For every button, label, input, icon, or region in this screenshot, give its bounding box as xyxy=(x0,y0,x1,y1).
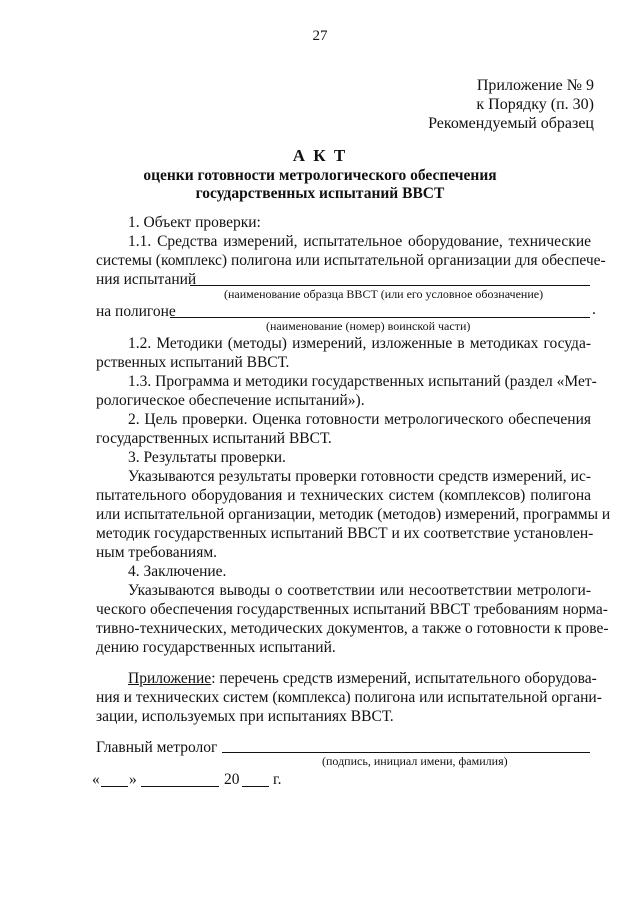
chief-metrologist-label: Главный метролог xyxy=(96,739,218,756)
military-unit-caption: (наименование (номер) воинской части) xyxy=(266,319,471,333)
paragraph-1-1-line: 1.1. Средства измерений, испытательное оборудование, технические xyxy=(128,233,591,250)
paragraph-1-1-line: системы (комплекс) полигона или испытательной организации для обеспече- xyxy=(96,252,606,269)
section-1-heading: 1. Объект проверки: xyxy=(128,214,261,231)
section-2-line: государственных испытаний ВВСТ. xyxy=(96,430,332,447)
appendix-line-3: Рекомендуемый образец xyxy=(428,115,594,132)
section-4-line: дению государственных испытаний. xyxy=(96,639,336,656)
appendix-line-2: к Порядку (п. 30) xyxy=(476,96,594,113)
date-year-prefix: 20 xyxy=(224,771,240,788)
annex-line-1-rest: : перечень средств измерений, испытательного оборудова- xyxy=(211,670,597,687)
paragraph-1-1-line: ния испытаний xyxy=(96,271,197,288)
date-year-suffix: г. xyxy=(273,771,282,788)
appendix-line-1: Приложение № 9 xyxy=(476,77,594,94)
annex-label: Приложение xyxy=(128,670,212,687)
signature-blank-line xyxy=(222,752,590,753)
date-month-blank xyxy=(141,786,219,787)
section-3-line: пытательного оборудования и технических систем (комплексов) полигона xyxy=(96,487,591,504)
document-title: А К Т xyxy=(292,146,348,165)
section-3-line: или испытательной организации, методик (методов) измерений, программы и xyxy=(96,506,611,523)
section-3-line: Указываются результаты проверки готовности средств измерений, ис- xyxy=(128,468,591,485)
section-4-line: тивно-технических, методических документов, а также о готовности к прове- xyxy=(96,620,609,637)
section-3-line: ным требованиям. xyxy=(96,544,218,561)
section-3-line: методик государственных испытаний ВВСТ и их соответствие установлен- xyxy=(96,525,594,542)
date-close-quote: » xyxy=(129,771,137,788)
annex-line xyxy=(128,669,597,688)
on-polygon-label: на полигоне xyxy=(96,303,176,320)
annex-line: зации, используемых при испытаниях ВВСТ. xyxy=(96,708,394,725)
sample-name-caption: (наименование образца ВВСТ (или его условное обозначение) xyxy=(224,287,544,301)
date-day-blank xyxy=(101,786,128,787)
paragraph-1-2-line: рственных испытаний ВВСТ. xyxy=(96,354,290,371)
period-mark: . xyxy=(592,301,596,318)
signature-caption: (подпись, инициал имени, фамилия) xyxy=(322,754,508,768)
section-2-line: 2. Цель проверки. Оценка готовности метрологического обеспечения xyxy=(128,411,591,428)
paragraph-1-3-line: рологическое обеспечение испытаний»). xyxy=(96,392,365,409)
sample-name-blank-line xyxy=(190,285,590,286)
section-3-heading: 3. Результаты проверки. xyxy=(128,449,286,466)
date-open-quote: « xyxy=(92,771,100,788)
paragraph-1-2-line: 1.2. Методики (методы) измерений, изложенные в методиках госуда- xyxy=(128,335,591,352)
document-subtitle-2: государственных испытаний ВВСТ xyxy=(195,185,445,202)
section-4-line: Указываются выводы о соответствии или несоответствии метрологи- xyxy=(128,582,591,599)
page-number: 27 xyxy=(312,28,328,44)
section-4-heading: 4. Заключение. xyxy=(128,563,227,580)
section-4-line: ческого обеспечения государственных испытаний ВВСТ требованиям норма- xyxy=(96,601,608,618)
annex-line: ния и технических систем (комплекса) полигона или испытательной органи- xyxy=(96,689,602,706)
paragraph-1-3-line: 1.3. Программа и методики государственных испытаний (раздел «Мет- xyxy=(128,373,597,390)
document-subtitle-1: оценки готовности метрологического обеспечения xyxy=(143,167,497,184)
military-unit-blank-line xyxy=(170,317,590,318)
date-year-blank xyxy=(242,786,269,787)
